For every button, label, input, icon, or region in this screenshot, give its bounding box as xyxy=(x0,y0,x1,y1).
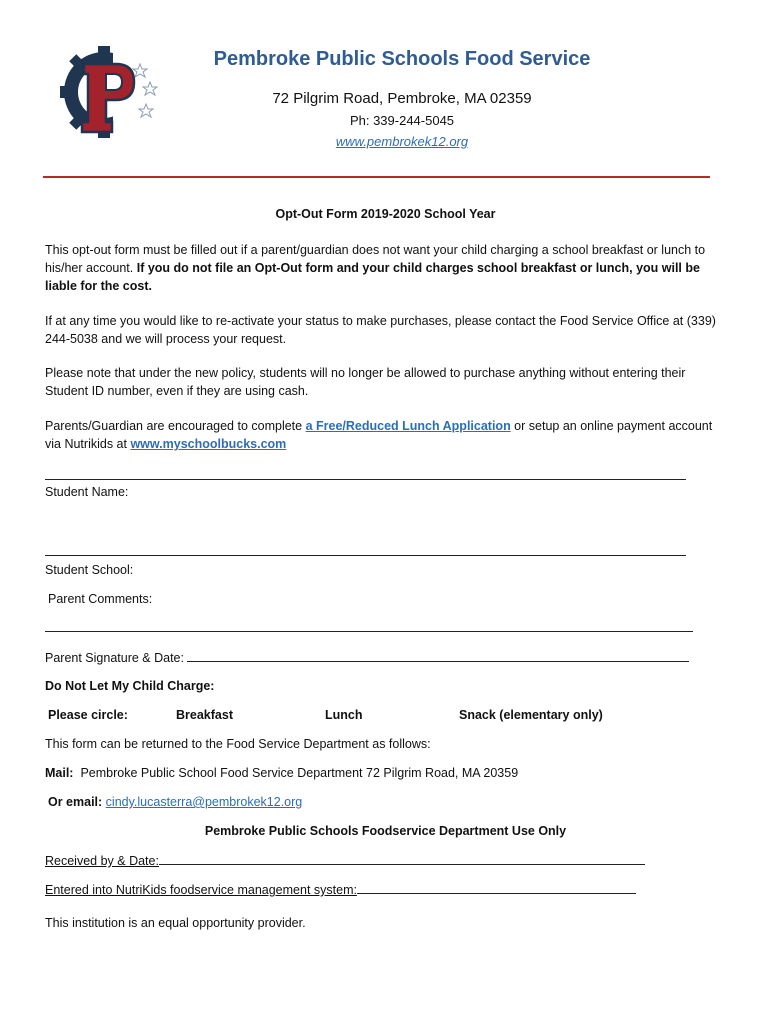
paragraph-text: or setup an online payment account via Nutrikids at xyxy=(45,419,713,451)
paragraph-reactivate: If at any time you would like to re-activate your status to make purchases, please contact the Food Service Office at (339) 244-5038 and we will process your request. xyxy=(45,314,716,346)
parent-comments-line[interactable] xyxy=(45,631,693,632)
liability-warning: If you do not file an Opt-Out form and your child charges school breakfast or lunch, you will be liable for the cost. xyxy=(45,261,700,293)
please-circle-label: Please circle: xyxy=(48,708,128,722)
email-link[interactable]: cindy.lucasterra@pembrokek12.org xyxy=(105,795,303,809)
parent-signature-line[interactable] xyxy=(187,648,689,662)
website-link[interactable]: www.pembrokek12.org xyxy=(335,134,469,149)
entered-line[interactable] xyxy=(357,880,636,894)
do-not-charge-label: Do Not Let My Child Charge: xyxy=(45,679,215,693)
dept-use-heading: Pembroke Public Schools Foodservice Department Use Only xyxy=(204,824,567,838)
mail-row xyxy=(45,764,726,782)
myschoolbucks-link[interactable]: www.myschoolbucks.com xyxy=(130,437,287,451)
header-divider xyxy=(43,176,710,178)
student-school-label: Student School: xyxy=(45,563,134,577)
option-snack[interactable]: Snack (elementary only) xyxy=(459,708,603,722)
mail-address: Pembroke Public School Food Service Department 72 Pilgrim Road, MA 20359 xyxy=(80,766,519,780)
school-address: 72 Pilgrim Road, Pembroke, MA 02359 xyxy=(272,90,532,107)
option-breakfast[interactable]: Breakfast xyxy=(176,708,233,722)
email-row xyxy=(48,793,726,811)
school-phone: Ph: 339-244-5045 xyxy=(349,113,455,128)
paragraph-text: This opt-out form must be filled out if a parent/guardian does not want your child charging a school breakfast or lunch to his/her account. xyxy=(45,243,706,275)
free-reduced-lunch-link[interactable]: a Free/Reduced Lunch Application xyxy=(305,419,511,433)
page-title: Pembroke Public Schools Food Service xyxy=(213,48,591,70)
paragraph-opt-out-purpose xyxy=(45,241,726,295)
paragraph-text: Parents/Guardian are encouraged to complete xyxy=(45,419,306,433)
parent-comments-label: Parent Comments: xyxy=(48,592,153,606)
student-name-label: Student Name: xyxy=(45,485,129,499)
option-lunch[interactable]: Lunch xyxy=(325,708,363,722)
student-school-line[interactable] xyxy=(45,555,686,556)
email-label: Or email: xyxy=(48,795,103,809)
entered-label: Entered into NutriKids foodservice management system: xyxy=(45,883,357,897)
received-line[interactable] xyxy=(159,851,645,865)
paragraph-payment-options xyxy=(45,417,726,453)
paragraph-student-id-policy: Please note that under the new policy, students will no longer be allowed to purchase anything without entering their Student ID number, even if they are using cash. xyxy=(45,366,686,398)
parent-signature-row xyxy=(45,648,726,667)
equal-opportunity-statement: This institution is an equal opportunity provider. xyxy=(45,916,306,930)
form-heading: Opt-Out Form 2019-2020 School Year xyxy=(275,207,496,221)
mail-label: Mail: xyxy=(45,766,74,780)
return-instructions: This form can be returned to the Food Service Department as follows: xyxy=(45,737,431,751)
student-name-line[interactable] xyxy=(45,479,686,480)
received-label: Received by & Date: xyxy=(45,854,159,868)
received-row xyxy=(45,851,726,870)
parent-signature-label: Parent Signature & Date: xyxy=(45,651,184,665)
entered-row xyxy=(45,880,726,899)
